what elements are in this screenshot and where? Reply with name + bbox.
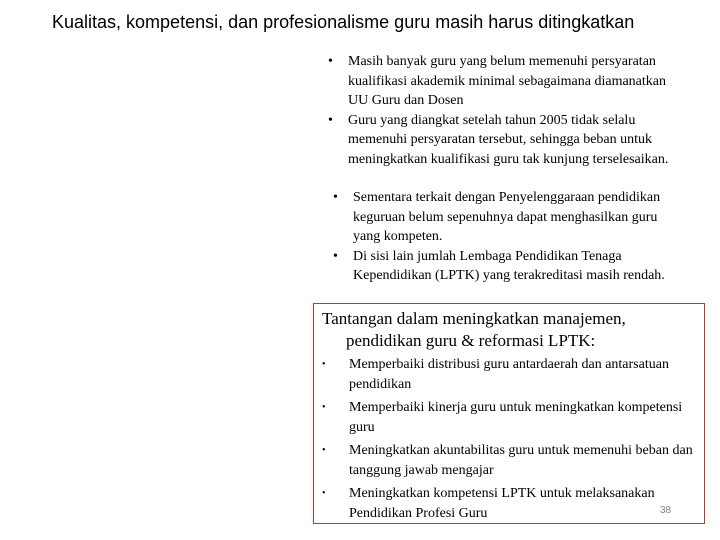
bullet-icon: •	[322, 402, 326, 413]
bullet-item	[333, 247, 688, 286]
bullet-text: Sementara terkait dengan Penyelenggaraan pendidikan keguruan belum sepenuhnya dapat menghasilkan guru yang kompeten.	[353, 190, 661, 244]
bullet-text: Meningkatkan akuntabilitas guru untuk memenuhi beban dan tanggung jawab mengajar	[349, 443, 693, 478]
challenges-title-line-1: Tantangan dalam meningkatkan manajemen,	[322, 309, 626, 328]
bullet-text: Masih banyak guru yang belum memenuhi persyaratan kualifikasi akademik minimal sebagaimana diamanatkan UU Guru dan Dosen	[348, 54, 667, 108]
page-number: 38	[660, 505, 672, 516]
bullet-text: Meningkatkan kompetensi LPTK untuk melaksanakan Pendidikan Profesi Guru	[349, 486, 655, 521]
middle-bullet-list	[333, 188, 688, 286]
bullet-item	[322, 355, 704, 394]
top-bullet-list	[328, 52, 688, 169]
bullet-icon: •	[328, 54, 333, 69]
bullet-text: Memperbaiki kinerja guru untuk meningkatkan kompetensi guru	[349, 400, 683, 435]
bullet-item	[333, 188, 688, 247]
bullet-icon: •	[322, 445, 326, 456]
bullet-icon: •	[333, 248, 338, 264]
challenges-title-line-2: pendidikan guru & reformasi LPTK:	[346, 331, 596, 350]
bullet-text: Guru yang diangkat setelah tahun 2005 tidak selalu memenuhi persyaratan tersebut, sehingga beban untuk meningkatkan kualifikasi guru tak kunjung terselesaikan.	[348, 112, 669, 167]
challenges-bullet-list	[322, 355, 704, 527]
bullet-item	[322, 441, 704, 480]
bullet-text: Memperbaiki distribusi guru antardaerah dan antarsatuan pendidikan	[349, 357, 669, 392]
bullet-text: Di sisi lain jumlah Lembaga Pendidikan Tenaga Kependidikan (LPTK) yang terakreditasi masih rendah.	[353, 248, 665, 283]
bullet-icon: •	[322, 488, 326, 499]
bullet-item	[322, 484, 704, 523]
bullet-icon: •	[322, 359, 326, 370]
slide-title: Kualitas, kompetensi, dan profesionalisme guru masih harus ditingkatkan	[52, 12, 635, 32]
challenges-title	[322, 308, 706, 352]
bullet-item	[322, 398, 704, 437]
bullet-item	[328, 52, 688, 111]
bullet-icon: •	[333, 190, 338, 205]
bullet-icon: •	[328, 112, 333, 128]
bullet-item	[328, 111, 688, 170]
